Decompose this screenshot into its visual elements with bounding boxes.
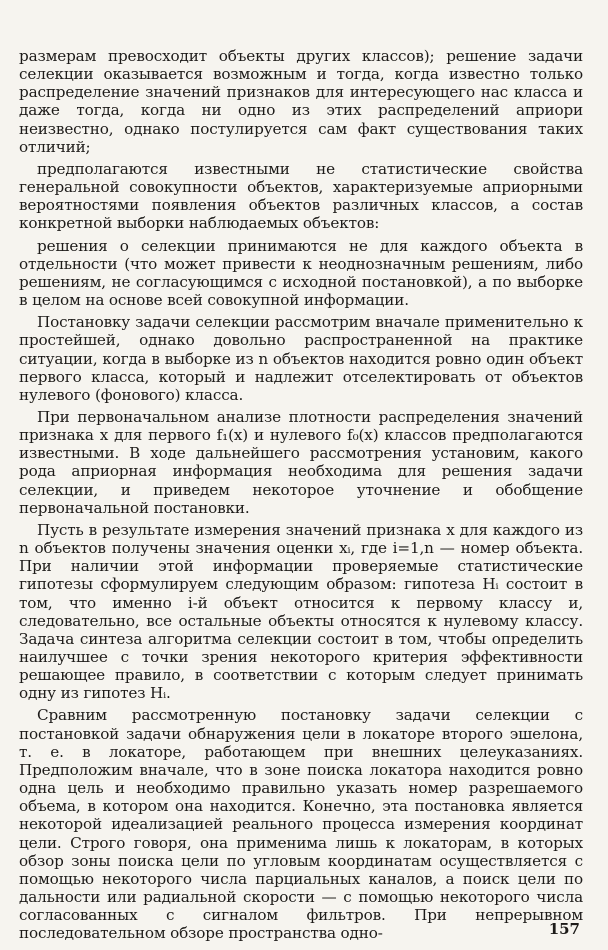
paragraph-1: размерам превосходит объекты других классов); решение задачи селекции оказывается возможным и тогда, когда известно только распределение значений признаков для интересующего нас класса и даже тогда, когда ни одно из этих распределений априори неизвестно, однако постулируется сам факт существования таких отличий; [19,47,583,156]
paragraph-3: решения о селекции принимаются не для каждого объекта в отдельности (что может привести к неоднозначным решениям, либо решениям, не согласующимся с исходной постановкой), а по выборке в целом на основе всей совокупной информации. [19,236,583,310]
paragraph-2: предполагаются известными не статистические свойства генеральной совокупности объектов, характеризуемые априорными вероятностями появления объектов различных классов, а состав конкретной выборки наблюдаемых объектов: [19,159,583,233]
paragraph-6: Пусть в результате измерения значений признака x для каждого из n объектов получены значения оценки xᵢ, где i=1,n — номер объекта. При наличии этой информации проверяемые статистические гипотезы сформулируем следующим образом: гипотеза Hᵢ состоит в том, что именно i-й объект относится к первому классу и, следовательно, все остальные объекты относятся к нулевому классу. Задача синтеза алгоритма селекции состоит в том, чтобы определить наилучшее с точки зрения некоторого критерия эффективности решающее правило, в соответствии с которым следует принимать одну из гипотез Hᵢ. [19,520,583,703]
page-number: 157 [548,920,580,938]
paragraph-7: Сравним рассмотренную постановку задачи селекции с постановкой задачи обнаружения цели в локаторе второго эшелона, т. е. в локаторе, работающем при внешних целеуказаниях. Предположим вначале, что в зоне поиска локатора находится ровно одна цель и необходимо правильно указать номер разрешаемого объема, в котором она находится. Конечно, эта постановка является некоторой идеализацией реального процесса измерения координат цели. Строго говоря, она применима лишь к локаторам, в которых обзор зоны поиска цели по угловым координатам осуществляется с помощью некоторого числа парциальных каналов, а поиск цели по дальности или радиальной скорости — с помощью некоторого числа согласованных с сигналом фильтров. При непрерывном последовательном обзоре пространства одно- [19,706,583,943]
paragraph-5: При первоначальном анализе плотности распределения значений признака x для первого f₁(x) и нулевого f₀(x) классов предполагаются известными. В ходе дальнейшего рассмотрения установим, какого рода априорная информация необходима для решения задачи селекции, и приведем некоторое уточнение и обобщение первоначальной постановки. [19,407,583,517]
body-text [19,47,583,947]
paragraph-4: Постановку задачи селекции рассмотрим вначале применительно к простейшей, однако довольно распространенной на практике ситуации, когда в выборке из n объектов находится ровно один объект первого класса, который и надлежит отселектировать от объектов нулевого (фонового) класса. [19,313,583,404]
